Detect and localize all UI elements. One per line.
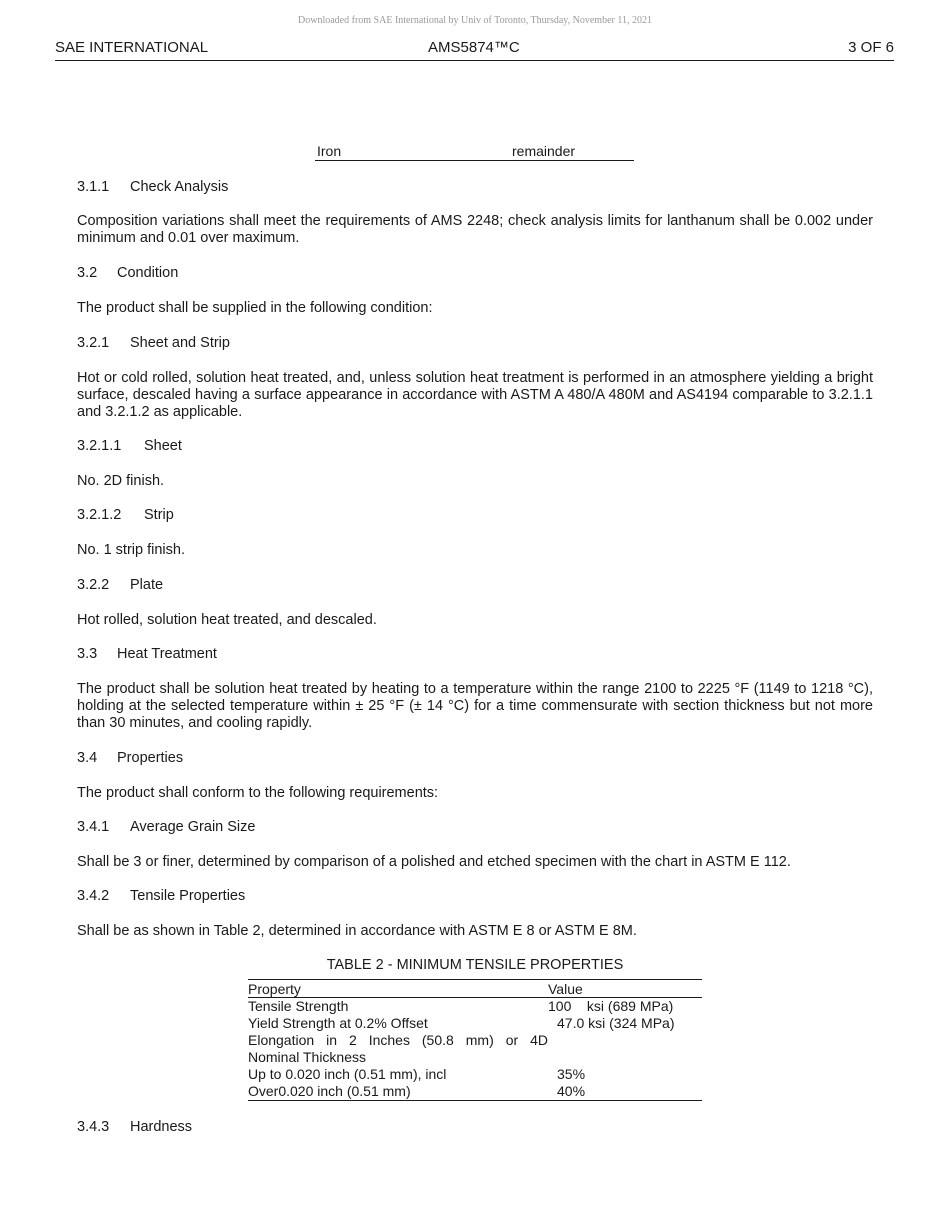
section-body: The product shall conform to the following requirements: bbox=[77, 785, 439, 801]
section-heading: 3.2.1.1 Sheet bbox=[77, 438, 182, 454]
section-heading: 3.2.1.2 Strip bbox=[77, 507, 174, 523]
table-header-row bbox=[248, 980, 702, 998]
section-body: No. 1 strip finish. bbox=[77, 542, 185, 558]
property-cell: Over0.020 inch (0.51 mm) bbox=[248, 1083, 548, 1101]
table-row bbox=[248, 1083, 702, 1101]
section-body: No. 2D finish. bbox=[77, 473, 165, 489]
section-heading: 3.2.1 Sheet and Strip bbox=[77, 335, 230, 351]
composition-value: remainder bbox=[512, 143, 576, 159]
column-header: Property bbox=[248, 980, 548, 998]
header-page-number: 3 OF 6 bbox=[848, 39, 894, 56]
table-row bbox=[248, 1015, 702, 1032]
property-cell: Nominal Thickness bbox=[248, 1049, 367, 1065]
value-cell bbox=[548, 1032, 702, 1049]
header-org: SAE INTERNATIONAL bbox=[55, 39, 209, 56]
header-doc-number: AMS5874™C bbox=[428, 39, 520, 56]
section-heading: 3.1.1 Check Analysis bbox=[77, 179, 229, 195]
property-cell: Up to 0.020 inch (0.51 mm), incl bbox=[248, 1066, 447, 1082]
download-watermark: Downloaded from SAE International by Univ of Toronto, Thursday, November 11, 2021 bbox=[298, 15, 652, 26]
table-row bbox=[248, 998, 702, 1016]
page-header bbox=[55, 39, 894, 61]
section-body: Composition variations shall meet the requirements of AMS 2248; check analysis limits for lanthanum shall be 0.002 under minimum and 0.01 over maximum. bbox=[77, 213, 873, 246]
section-body: The product shall be solution heat treated by heating to a temperature within the range 2100 to 2225 °F (1149 to 1218 °C), holding at the selected temperature within ± 25 °F (± 14 °C) for a time commensurate with section thickness but not more than 30 minutes, and cooling rapidly. bbox=[77, 681, 873, 731]
value-cell bbox=[548, 1049, 702, 1066]
property-cell: Elongation in 2 Inches (50.8 mm) or 4D bbox=[248, 1032, 548, 1048]
section-body: Shall be as shown in Table 2, determined in accordance with ASTM E 8 or ASTM E 8M. bbox=[77, 923, 637, 939]
property-cell: Tensile Strength bbox=[248, 998, 349, 1014]
section-heading: 3.4 Properties bbox=[77, 750, 184, 766]
section-heading: 3.4.3 Hardness bbox=[77, 1119, 193, 1135]
section-body: Hot rolled, solution heat treated, and descaled. bbox=[77, 612, 377, 628]
section-body: Shall be 3 or finer, determined by comparison of a polished and etched specimen with the chart in ASTM E 112. bbox=[77, 854, 791, 870]
table-row bbox=[248, 1066, 702, 1083]
tensile-properties-table bbox=[248, 979, 702, 1101]
section-body: The product shall be supplied in the following condition: bbox=[77, 300, 433, 316]
value-cell: 35% bbox=[557, 1066, 586, 1082]
section-body: Hot or cold rolled, solution heat treated, and, unless solution heat treatment is performed in an atmosphere yielding a bright surface, descaled having a surface appearance in accordance with ASTM A 480/A 480M and AS4194 comparable to 3.2.1.1 and 3.2.1.2 as applicable. bbox=[77, 370, 873, 420]
table-row bbox=[248, 1032, 702, 1049]
section-heading: 3.3 Heat Treatment bbox=[77, 646, 217, 662]
table-caption: TABLE 2 - MINIMUM TENSILE PROPERTIES bbox=[326, 957, 624, 973]
section-heading: 3.2.2 Plate bbox=[77, 577, 164, 593]
composition-table-tail bbox=[315, 143, 634, 161]
column-header: Value bbox=[548, 980, 702, 998]
section-heading: 3.4.2 Tensile Properties bbox=[77, 888, 246, 904]
section-heading: 3.2 Condition bbox=[77, 265, 179, 281]
value-cell: 100 ksi (689 MPa) bbox=[548, 998, 674, 1014]
section-heading: 3.4.1 Average Grain Size bbox=[77, 819, 256, 835]
value-cell: 40% bbox=[548, 1083, 702, 1101]
composition-element: Iron bbox=[317, 143, 342, 159]
table-row bbox=[248, 1049, 702, 1066]
value-cell: 47.0 ksi (324 MPa) bbox=[557, 1015, 675, 1031]
property-cell: Yield Strength at 0.2% Offset bbox=[248, 1015, 428, 1031]
